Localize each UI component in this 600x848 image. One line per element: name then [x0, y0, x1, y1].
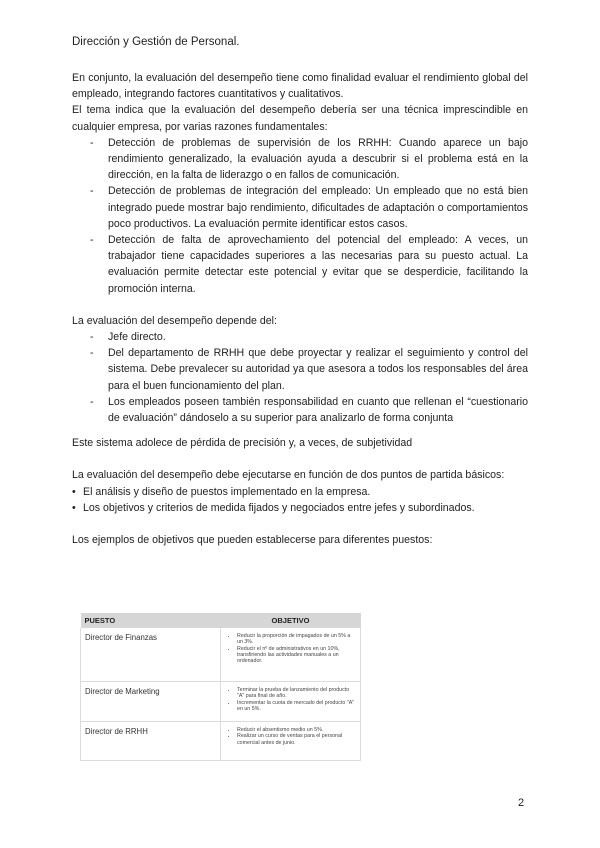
body-content — [72, 70, 528, 548]
list-item — [72, 135, 528, 184]
cell-puesto: Director de Marketing — [81, 682, 221, 722]
list-item-text: Los empleados poseen también responsabilidad en cuanto que rellenan el “cuestionario de evaluación” dándoselo a su superior para analizarlo de forma conjunta — [108, 395, 528, 425]
objective-item: • Incrementar la cuota de mercado del producto "A" en un 5%. — [237, 700, 356, 713]
paragraph-intro-reasons: El tema indica que la evaluación del desempeño debería ser una técnica imprescindible en cualquier empresa, por varias razones fundamentales: — [72, 104, 528, 133]
reasons-list — [72, 135, 528, 297]
list-item — [72, 183, 528, 232]
table-row — [81, 628, 361, 682]
dash-marker: - — [90, 347, 94, 360]
cell-objetivo — [221, 628, 361, 682]
table-header-row — [81, 613, 361, 628]
list-item — [72, 232, 528, 297]
cell-objetivo — [221, 682, 361, 722]
list-item — [72, 329, 528, 345]
page-number: 2 — [518, 797, 525, 809]
paragraph-examples: Los ejemplos de objetivos que pueden establecerse para diferentes puestos: — [72, 534, 433, 547]
list-item — [72, 484, 528, 500]
paragraph-depends: La evaluación del desempeño depende del: — [72, 314, 277, 327]
bases-list — [72, 484, 528, 516]
list-item — [72, 500, 528, 516]
table-row — [81, 722, 361, 761]
cell-objetivo — [221, 722, 361, 761]
objective-item: • Reducir el nº de administrativos en un 10%, transfiriendo las actividades manuales a un ordenador. — [237, 646, 356, 665]
objectives-table — [80, 613, 361, 766]
objective-item: • Reducir la proporción de impagados de un 5% a un 3%. — [237, 633, 356, 646]
paragraph-precision: Este sistema adolece de pérdida de precisión y, a veces, de subjetividad — [72, 437, 413, 450]
dash-marker: - — [90, 234, 94, 247]
dash-marker: - — [90, 395, 94, 408]
list-item-text: Detección de problemas de supervisión de los RRHH: Cuando aparece un bajo rendimiento generalizado, la evaluación ayuda a descubrir si el problema está en la dirección, en la falta de liderazgo o en fallos de comunicación. — [108, 136, 528, 182]
table-row — [81, 682, 361, 722]
column-header-puesto: PUESTO — [81, 613, 221, 628]
dash-marker: - — [90, 136, 94, 149]
bullet-marker: • — [72, 485, 76, 498]
objective-item: • Reducir el absentismo medio un 5%. — [237, 727, 356, 733]
objective-item: • Terminar la prueba de lanzamiento del producto "A" para final de año. — [237, 687, 356, 700]
list-item-text: Detección de problemas de integración del empleado: Un empleado que no está bien integrado puede mostrar bajo rendimiento, dificultades de adaptación o comportamientos poco productivos. La evaluación permite identificar estos casos. — [108, 185, 528, 230]
dash-marker: - — [90, 185, 94, 198]
bullet-marker: • — [72, 501, 76, 514]
list-item-text: Los objetivos y criterios de medida fijados y negociados entre jefes y subordinados. — [83, 501, 475, 514]
list-item-text: Detección de falta de aprovechamiento del potencial del empleado: A veces, un trabajador tiene capacidades superiores a las necesarias para su puesto actual. La evaluación permite detectar este potencial y evitar que se desperdicie, facilitando la promoción interna. — [108, 234, 528, 295]
list-item — [72, 394, 528, 426]
objective-item: • Realizar un curso de ventas para el personal comercial antes de junio. — [237, 733, 356, 746]
list-item-text: Jefe directo. — [108, 331, 166, 344]
dash-marker: - — [90, 331, 94, 344]
column-header-objetivo: OBJETIVO — [221, 613, 361, 628]
cell-puesto: Director de Finanzas — [81, 628, 221, 682]
depends-list — [72, 329, 528, 426]
paragraph-bases: La evaluación del desempeño debe ejecutarse en función de dos puntos de partida básicos: — [72, 469, 505, 482]
cell-puesto: Director de RRHH — [81, 722, 221, 761]
list-item-text: El análisis y diseño de puestos implementado en la empresa. — [83, 485, 371, 498]
paragraph-summary: En conjunto, la evaluación del desempeño tiene como finalidad evaluar el rendimiento global del empleado, integrando factores cuantitativos y cualitativos. — [72, 72, 528, 101]
list-item-text: Del departamento de RRHH que debe proyectar y realizar el seguimiento y control del sistema. Debe prevalecer su autoridad ya que asesora a todos los responsables del área para el buen funcionamiento del plan. — [108, 347, 528, 392]
document-header: Dirección y Gestión de Personal. — [72, 36, 240, 48]
list-item — [72, 345, 528, 394]
